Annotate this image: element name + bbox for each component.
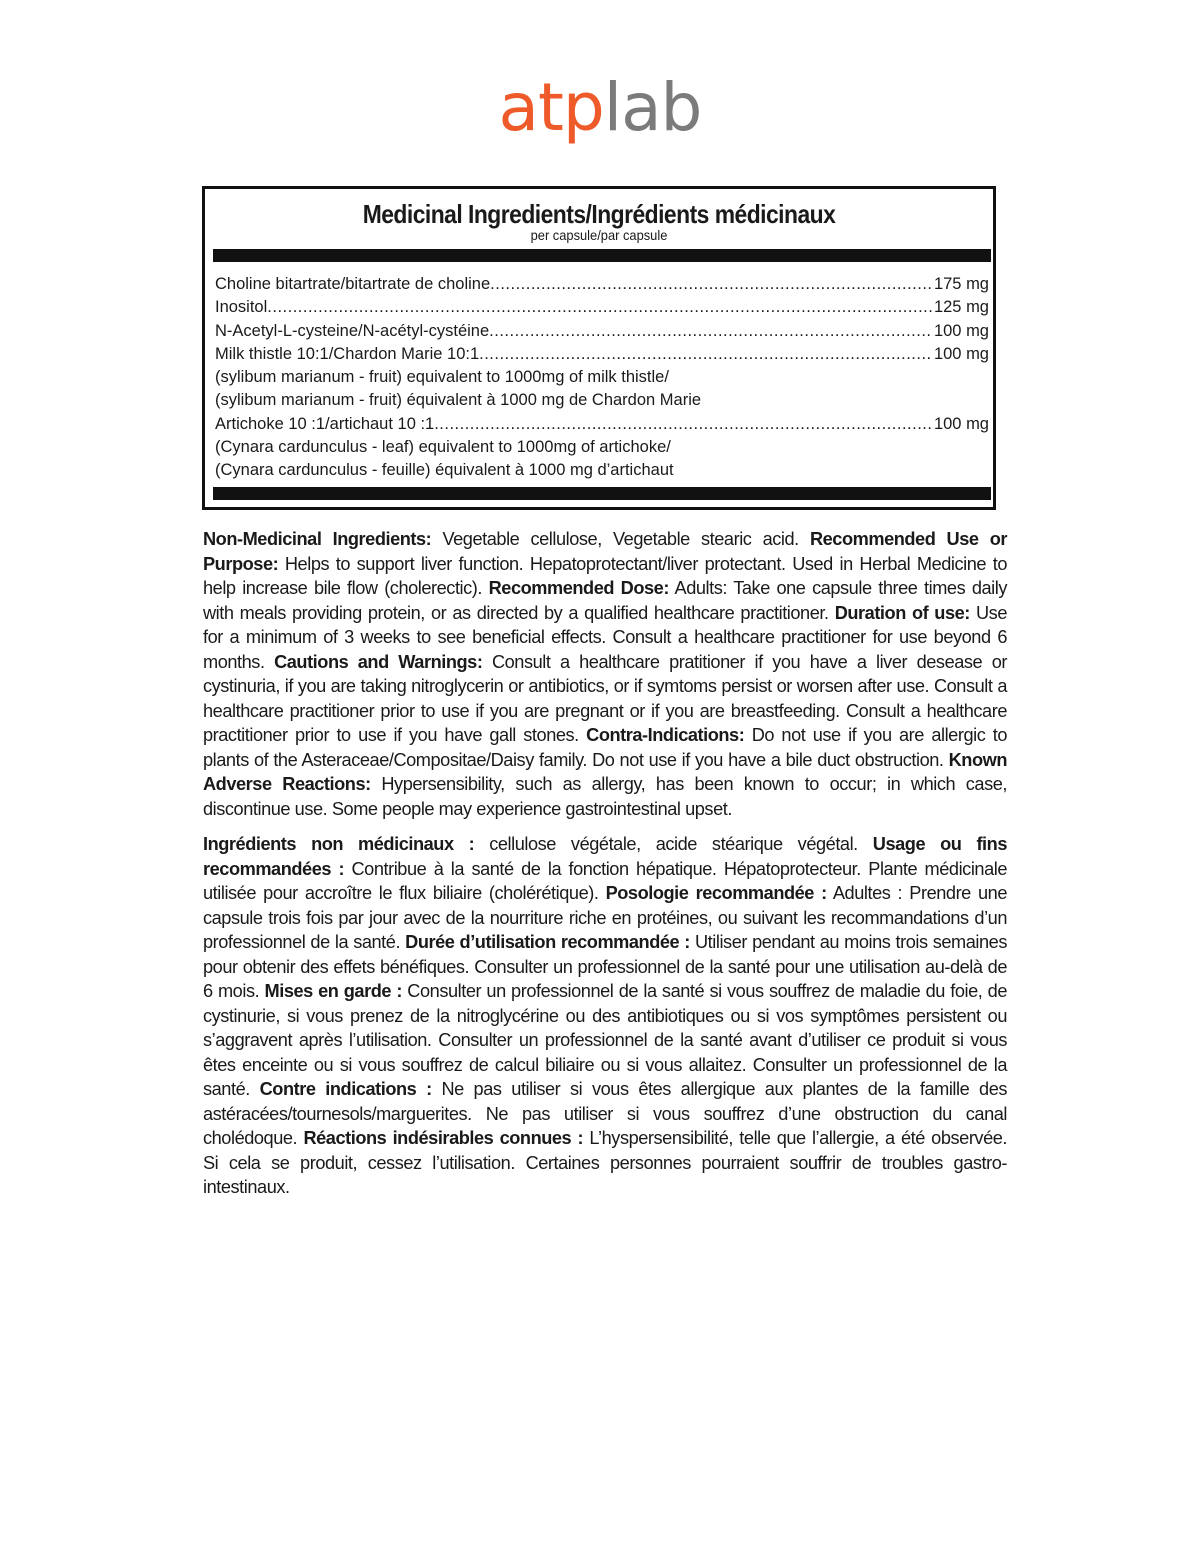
brand-logo xyxy=(0,68,1200,148)
text-adverse-reactions: Hypersensibility, such as allergy, has been known to occur; in which case, discontinue use. Some people may experience gastrointestinal upset. xyxy=(203,774,1008,819)
heading-non-medicinal: Non-Medicinal Ingredients: xyxy=(203,529,432,549)
heading-cautions: Cautions and Warnings: xyxy=(274,651,483,672)
heading-recommended-use: Usage ou fins recommandées : xyxy=(203,834,1007,879)
text-cautions: Consulter un professionnel de la santé si vous souffrez de maladie du foie, de cystinurie, si vous prenez de la nitroglycérine ou des antibiotiques ou si vos symptômes persistent ou s’aggravent après l’utilisation. Consulter un professionnel de la santé avant d’utiliser ce produit si vous êtes enceinte ou si vous souffrez de calcul biliaire ou si vous allaitez. Consulter un professionnel de la santé. xyxy=(203,981,1007,1099)
heading-contra-indications: Contra-Indications: xyxy=(586,725,745,745)
ingredient-name: Milk thistle 10:1/Chardon Marie 10:1 xyxy=(215,344,480,363)
text-non-medicinal: cellulose végétale, acide stéarique végétal. xyxy=(474,834,873,854)
heading-adverse-reactions: Known Adverse Reactions: xyxy=(203,749,1007,794)
ingredient-note: (Cynara cardunculus - leaf) equivalent to 1000mg of artichoke/ xyxy=(215,438,671,457)
ingredient-name: Choline bitartrate/bitartrate de choline xyxy=(215,275,491,293)
ingredient-amount: 100 mg xyxy=(933,414,989,433)
brand-logo-lab: lab xyxy=(603,69,702,146)
text-contra-indications: Ne pas utiliser si vous êtes allergique aux plantes de la famille des astéracées/tournesols/marguerites. Ne pas utiliser si vous souffrez d’une obstruction du canal cholédoque. xyxy=(203,1079,1008,1148)
text-duration: Use for a minimum of 3 weeks to see beneficial effects. Consult a healthcare practitioner for use beyond 6 months. xyxy=(203,602,1007,672)
text-duration: Utiliser pendant au moins trois semaines pour obtenir des effets bénéfiques. Consulter un professionnel de la santé pour une utilisation au-delà de 6 mois. xyxy=(203,932,1007,1001)
ingredient-row xyxy=(215,273,989,296)
ingredient-name: Artichoke 10 :1/artichaut 10 :1 xyxy=(215,414,435,433)
ingredient-amount: 125 mg xyxy=(933,298,989,317)
heading-duration: Duration of use: xyxy=(834,602,970,623)
heading-adverse-reactions: Réactions indésirables connues : xyxy=(303,1128,584,1148)
text-recommended-dose: Adultes : Prendre une capsule trois fois par jour avec de la nourriture riche en protéines, ou suivant les recommandations d’un professionnel de la santé. xyxy=(203,883,1007,952)
medicinal-ingredients-panel xyxy=(202,186,996,510)
ingredient-list xyxy=(215,273,989,483)
dot-leader xyxy=(434,413,932,436)
ingredient-note: (Cynara cardunculus - feuille) équivalent à 1000 mg d’artichaut xyxy=(215,461,674,480)
dot-leader xyxy=(490,273,932,296)
ingredient-row xyxy=(215,413,989,436)
heading-recommended-use: Recommended Use or Purpose: xyxy=(203,529,1008,574)
heading-recommended-dose: Posologie recommandée : xyxy=(605,883,827,903)
ingredient-amount: 175 mg xyxy=(933,275,989,293)
dot-leader xyxy=(267,296,932,319)
ingredient-amount: 100 mg xyxy=(933,321,989,340)
panel-subtitle: per capsule/par capsule xyxy=(530,227,668,243)
dot-leader xyxy=(489,320,932,343)
heading-recommended-dose: Recommended Dose: xyxy=(488,578,669,598)
heading-cautions: Mises en garde : xyxy=(264,981,402,1001)
heading-contra-indications: Contre indications : xyxy=(259,1079,432,1099)
text-adverse-reactions: L’hyspersensibilité, telle que l’allergie, a été observée. Si cela se produit, cessez l’utilisation. Certaines personnes pourraient souffrir de troubles gastro-intestinaux. xyxy=(203,1128,1008,1197)
text-recommended-dose: Adults: Take one capsule three times daily with meals providing protein, or as directed by a qualified healthcare practitioner. xyxy=(203,578,1007,623)
ingredient-note: (sylibum marianum - fruit) equivalent to 1000mg of milk thistle/ xyxy=(215,368,669,387)
english-paragraph xyxy=(203,527,1007,821)
ingredient-row xyxy=(215,320,989,343)
ingredient-name: N-Acetyl-L-cysteine/N-acétyl-cystéine xyxy=(215,321,490,340)
panel-top-bar xyxy=(213,249,991,262)
brand-logo-atp: atp xyxy=(498,69,604,146)
ingredient-row xyxy=(215,296,989,319)
text-recommended-use: Helps to support liver function. Hepatoprotectant/liver protectant. Used in Herbal Medicine to help increase bile flow (cholerectic). xyxy=(203,553,1007,598)
text-contra-indications: Do not use if you are allergic to plants of the Asteraceae/Compositae/Daisy family. Do not use if you have a bile duct obstruction. xyxy=(203,725,1007,770)
text-recommended-use: Contribue à la santé de la fonction hépatique. Hépatoprotecteur. Plante médicinale utilisée pour accroître le flux biliaire (cholérétique). xyxy=(203,858,1007,903)
ingredient-row xyxy=(215,343,989,366)
text-cautions: Consult a healthcare pratitioner if you have a liver desease or cystinuria, if you are taking nitroglycerin or antibiotics, or if symtoms persist or worsen after use. Consult a healthcare practitioner prior to use if you are pregnant or if you are breastfeeding. Consult a healthcare practitioner prior to use if you have gall stones. xyxy=(203,651,1007,745)
ingredient-name: Inositol xyxy=(215,298,268,317)
panel-bottom-bar xyxy=(213,487,991,500)
ingredient-amount: 100 mg xyxy=(933,344,989,363)
dot-leader xyxy=(479,343,932,366)
ingredient-note: (sylibum marianum - fruit) équivalent à 1000 mg de Chardon Marie xyxy=(215,391,702,410)
panel-title: Medicinal Ingredients/Ingrédients médicinaux xyxy=(362,199,836,229)
text-non-medicinal: Vegetable cellulose, Vegetable stearic acid. xyxy=(431,529,810,549)
heading-duration: Durée d’utilisation recommandée : xyxy=(405,932,690,952)
heading-non-medicinal: Ingrédients non médicinaux : xyxy=(203,834,475,854)
french-paragraph xyxy=(203,832,1007,1200)
